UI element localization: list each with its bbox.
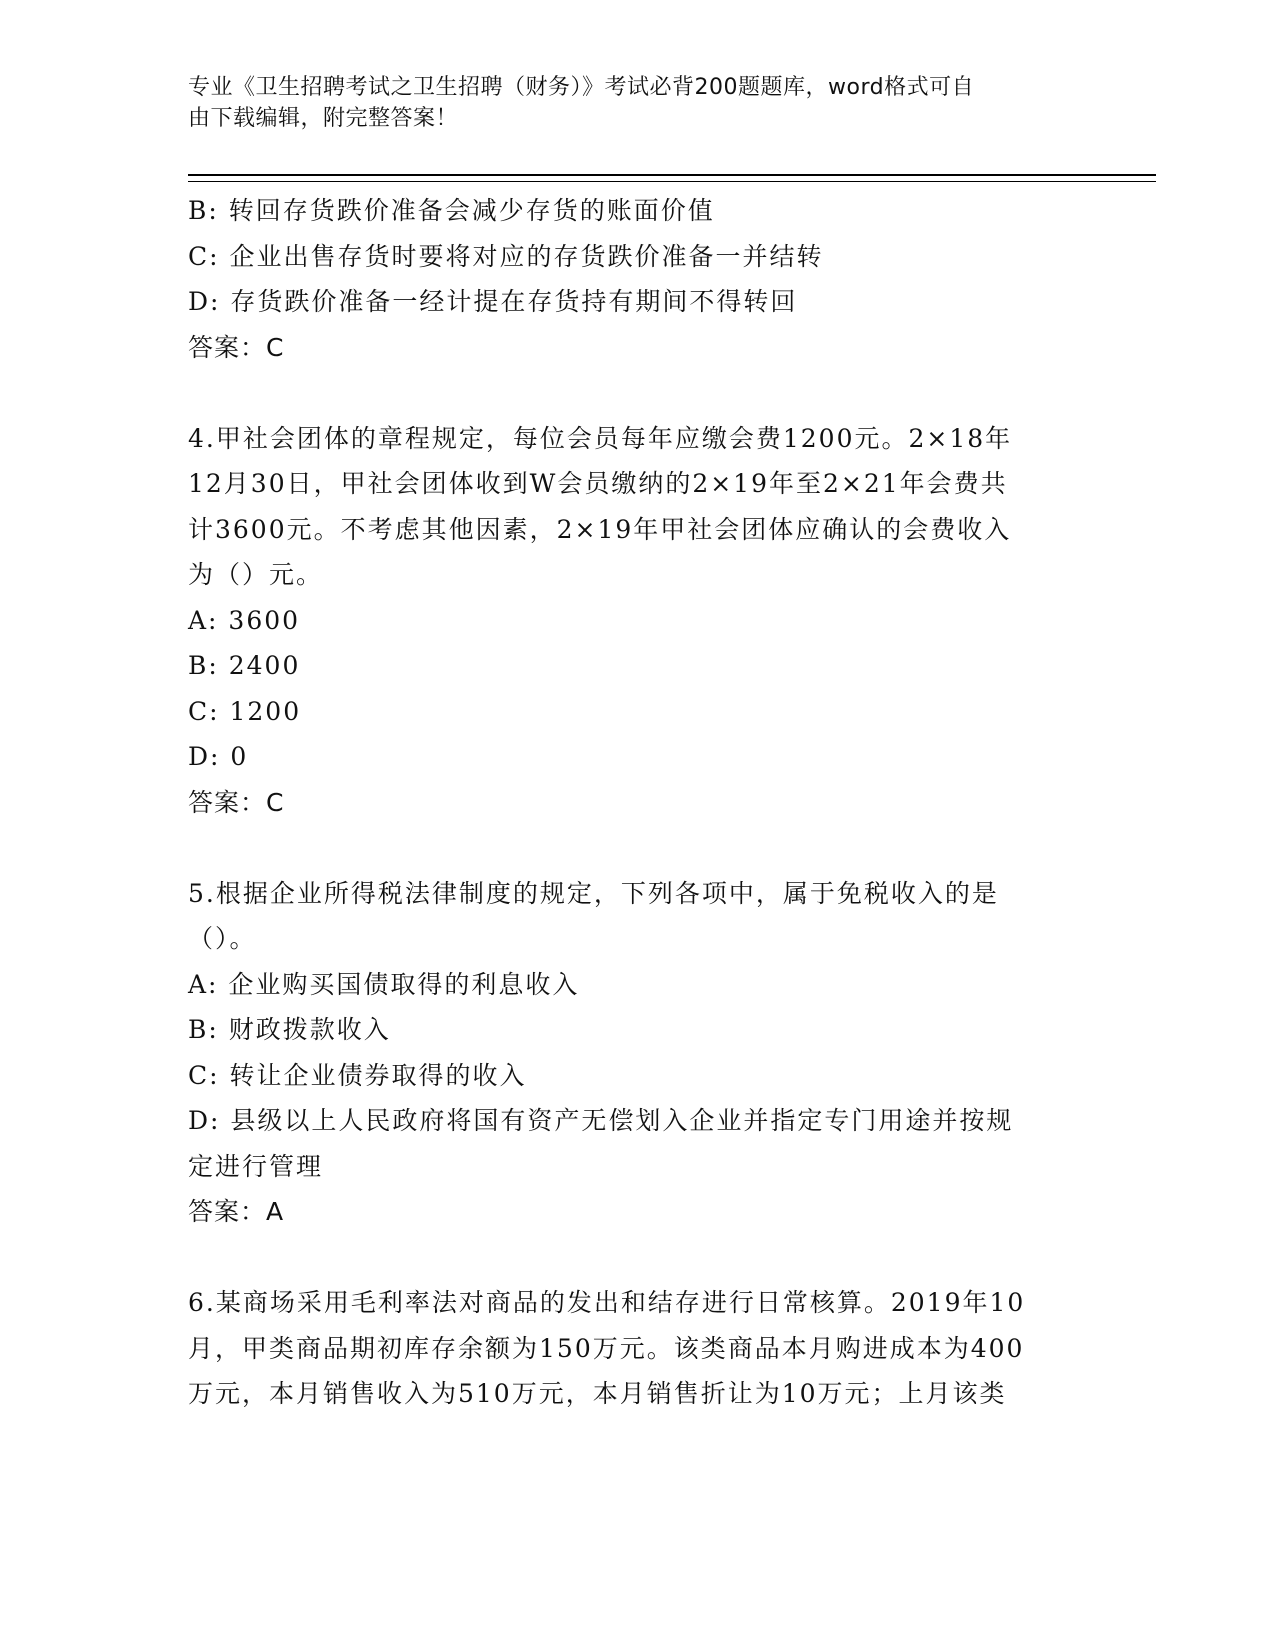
answer: 答案：C xyxy=(188,332,285,362)
option-a: A: 3600 xyxy=(188,605,301,635)
header-divider-thin xyxy=(188,181,1156,182)
question-stem-line: 为（）元。 xyxy=(188,560,324,589)
question-stem-line: 4.甲社会团体的章程规定，每位会员每年应缴会费1200元。2×18年 xyxy=(188,423,1013,453)
option-d: D: 存货跌价准备一经计提在存货持有期间不得转回 xyxy=(188,287,798,316)
header-line-2: 由下载编辑，附完整答案！ xyxy=(188,106,459,131)
question-stem-line: 万元，本月销售收入为510万元，本月销售折让为10万元；上月该类 xyxy=(188,1379,1007,1408)
option-d-continued: 定进行管理 xyxy=(188,1151,324,1181)
option-d: D: 0 xyxy=(188,742,249,771)
header-line-1: 专业《卫生招聘考试之卫生招聘（财务）》考试必背200题题库，word格式可自 xyxy=(188,75,975,100)
question-stem-line: 计3600元。不考虑其他因素，2×19年甲社会团体应确认的会费收入 xyxy=(188,514,1012,544)
question-5 xyxy=(188,871,1078,1235)
question-6 xyxy=(188,1280,1078,1417)
spacer xyxy=(188,825,1078,871)
question-stem-line: 12月30日，甲社会团体收到W会员缴纳的2×19年至2×21年会费共 xyxy=(188,469,1008,498)
header-divider-thick xyxy=(188,174,1156,176)
answer: 答案：C xyxy=(188,787,285,817)
question-4 xyxy=(188,416,1078,826)
question-stem-line: 月，甲类商品期初库存余额为150万元。该类商品本月购进成本为400 xyxy=(188,1333,1025,1363)
option-b: B: 财政拨款收入 xyxy=(188,1015,391,1044)
option-c: C: 企业出售存货时要将对应的存货跌价准备一并结转 xyxy=(188,241,824,271)
option-b: B: 转回存货跌价准备会减少存货的账面价值 xyxy=(188,196,715,225)
spacer xyxy=(188,370,1078,416)
option-a: A: 企业购买国债取得的利息收入 xyxy=(188,969,580,999)
document-body xyxy=(188,188,1078,1417)
option-b: B: 2400 xyxy=(188,651,301,680)
spacer xyxy=(188,1235,1078,1281)
answer: 答案：A xyxy=(188,1197,285,1226)
option-d: D: 县级以上人民政府将国有资产无偿划入企业并指定专门用途并按规 xyxy=(188,1106,1014,1135)
question-3-continued xyxy=(188,188,1078,370)
document-header xyxy=(188,72,1068,134)
option-c: C: 1200 xyxy=(188,696,302,726)
question-stem-line: 6.某商场采用毛利率法对商品的发出和结存进行日常核算。2019年10 xyxy=(188,1288,1026,1317)
question-stem-line: 5.根据企业所得税法律制度的规定，下列各项中，属于免税收入的是 xyxy=(188,878,999,908)
question-stem-line: （）。 xyxy=(188,924,257,953)
option-c: C: 转让企业债券取得的收入 xyxy=(188,1060,527,1090)
